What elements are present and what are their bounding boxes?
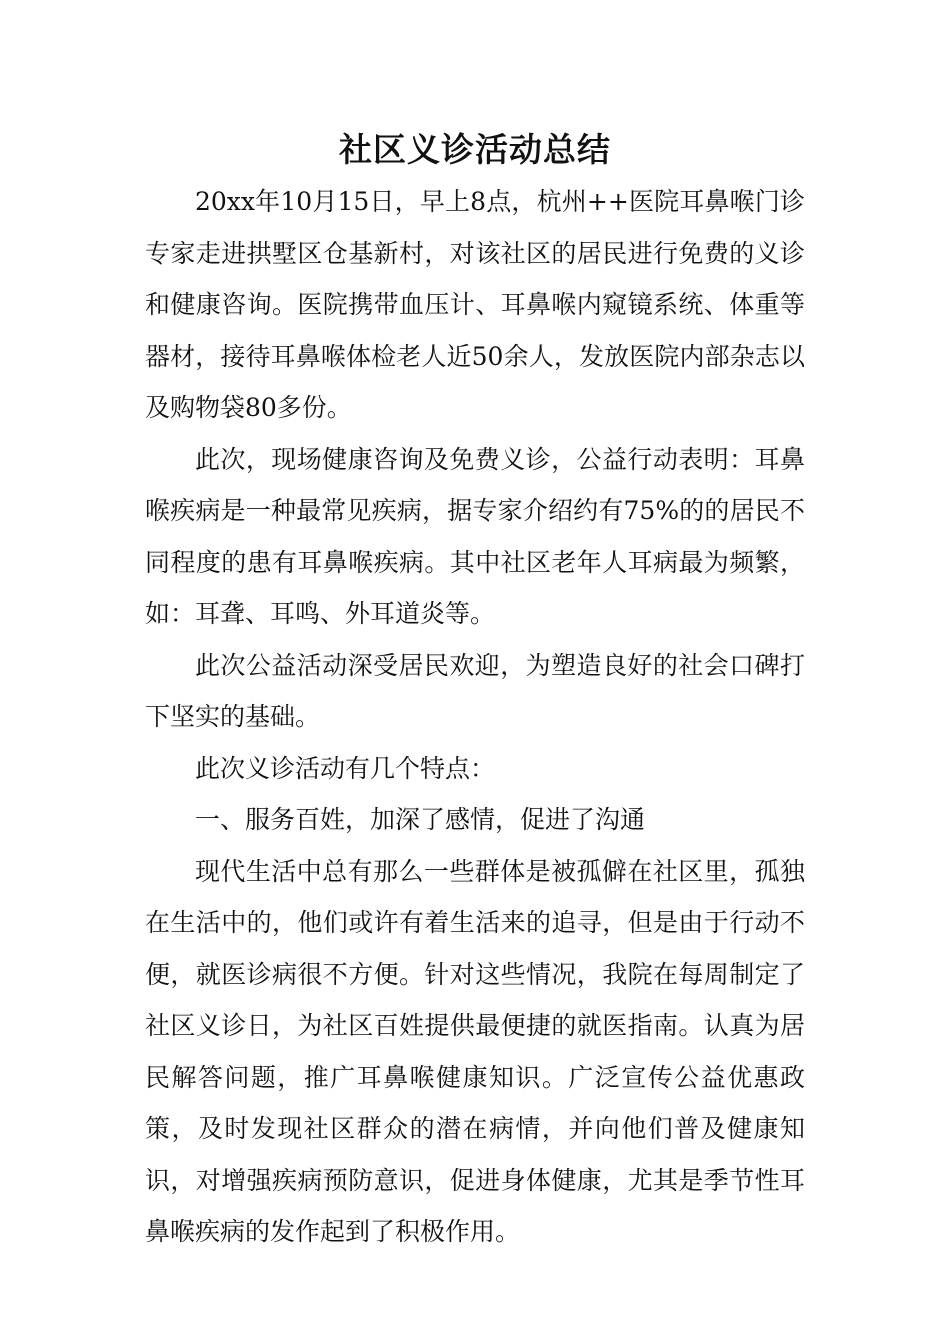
paragraph-features-intro: 此次义诊活动有几个特点： [195, 753, 496, 783]
paragraph-event-overview: 20xx年10月15日，早上8点，杭州++医院耳鼻喉门诊专家走进拱墅区仓基新村，对该社区的居民进行免费的义诊和健康咨询。医院携带血压计、耳鼻喉内窥镜系统、体重等器材，接待耳鼻喉体检老人近50余人，发放医院内部杂志以及购物袋80多份。 [145, 187, 805, 422]
paragraph-reception: 此次公益活动深受居民欢迎，为塑造良好的社会口碑打下坚实的基础。 [145, 650, 805, 731]
paragraph-findings: 此次，现场健康咨询及免费义诊，公益行动表明：耳鼻喉疾病是一种最常见疾病，据专家介绍约有75%的的居民不同程度的患有耳鼻喉疾病。其中社区老年人耳病最为频繁，如：耳聋、耳鸣、外耳道炎等。 [145, 444, 805, 628]
paragraph-section-one-body: 现代生活中总有那么一些群体是被孤僻在社区里，孤独在生活中的，他们或许有着生活来的追寻，但是由于行动不便，就医诊病很不方便。针对这些情况，我院在每周制定了社区义诊日，为社区百姓提供最便捷的就医指南。认真为居民解答问题，推广耳鼻喉健康知识。广泛宣传公益优惠政策，及时发现社区群众的潜在病情，并向他们普及健康知识，对增强疾病预防意识，促进身体健康，尤其是季节性耳鼻喉疾病的发作起到了积极作用。 [145, 856, 805, 1246]
document-body [145, 176, 805, 1258]
section-heading-one: 一、服务百姓，加深了感情，促进了沟通 [195, 805, 646, 834]
document-title: 社区义诊活动总结 [339, 130, 611, 169]
